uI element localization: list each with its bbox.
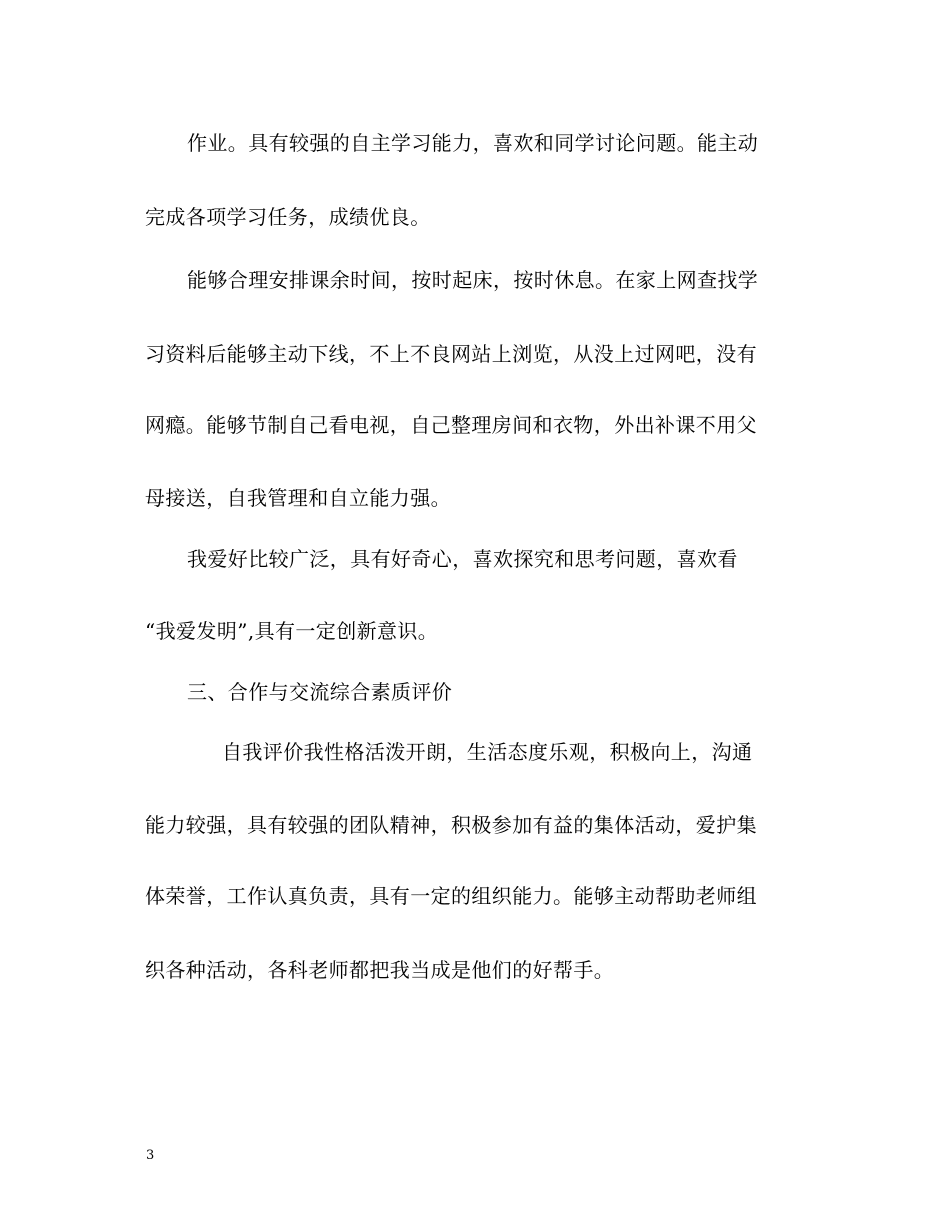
- page-number: 3: [146, 1148, 155, 1163]
- paragraph-line: 织各种活动，各科老师都把我当成是他们的好帮手。: [145, 958, 615, 982]
- paragraph-line: 完成各项学习任务，成绩优良。: [145, 205, 431, 229]
- paragraph-line: 能力较强，具有较强的团队精神，积极参加有益的集体活动，爱护集: [145, 813, 757, 837]
- paragraph-line: 能够合理安排课余时间，按时起床，按时休息。在家上网查找学: [187, 268, 759, 292]
- paragraph-line: 我爱好比较广泛，具有好奇心，喜欢探究和思考问题，喜欢看: [187, 547, 738, 571]
- paragraph-line: 母接送，自我管理和自立能力强。: [145, 486, 451, 510]
- paragraph-line: 网瘾。能够节制自己看电视，自己整理房间和衣物，外出补课不用父: [145, 413, 757, 437]
- paragraph-line: 作业。具有较强的自主学习能力，喜欢和同学讨论问题。能主动: [187, 131, 759, 155]
- paragraph-line: 自我评价我性格活泼开朗，生活态度乐观，积极向上，沟通: [222, 740, 753, 764]
- paragraph-line: “我爱发明”,具有一定创新意识。: [145, 619, 439, 643]
- section-heading: 三、合作与交流综合素质评价: [187, 680, 453, 704]
- paragraph-line: 体荣誉，工作认真负责，具有一定的组织能力。能够主动帮助老师组: [145, 884, 757, 908]
- paragraph-line: 习资料后能够主动下线，不上不良网站上浏览，从没上过网吧，没有: [145, 342, 757, 366]
